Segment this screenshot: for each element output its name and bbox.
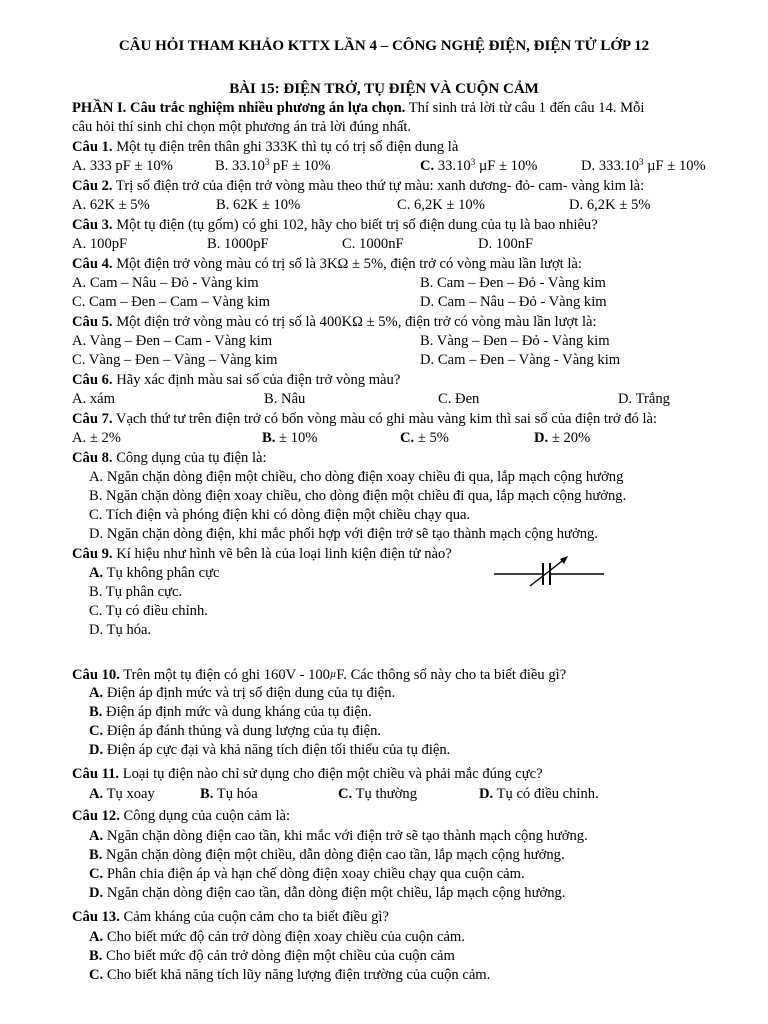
options-row	[72, 293, 732, 312]
question-1	[72, 138, 458, 157]
option-b: B. 62K ± 10%	[216, 197, 301, 213]
option-c: C. Phân chia điện áp và hạn chế dòng điện xoay chiều chạy qua cuộn cảm.	[89, 866, 525, 882]
question-5: Câu 5. Một điện trở vòng màu có trị số là 400KΩ ± 5%, điện trở có vòng màu lần lượt là:	[72, 314, 597, 330]
option-d: D. 6,2K ± 5%	[569, 197, 651, 213]
option-d: D. 100nF	[478, 236, 534, 252]
option-b: B. Tụ hóa	[200, 786, 258, 802]
options-row	[72, 235, 732, 254]
option-d: D. Trắng	[618, 391, 670, 407]
part-instruction	[72, 99, 644, 118]
option-b: B. Điện áp định mức và dung kháng của tụ điện.	[89, 704, 372, 720]
question-6: Câu 6. Hãy xác định màu sai số của điện trở vòng màu?	[72, 372, 401, 388]
part-label: PHẦN I. Câu trắc nghiệm nhiều phương án lựa chọn.	[72, 100, 406, 116]
option-b: B. Vàng – Đen – Đỏ - Vàng kim	[420, 333, 610, 349]
question-12: Câu 12. Công dụng của cuộn cảm là:	[72, 808, 291, 824]
option-d: D. Điện áp cực đại và khả năng tích điện tối thiểu của tụ điện.	[89, 742, 451, 758]
option-a: A. Tụ không phân cực	[89, 565, 220, 581]
option-c: C. Điện áp đánh thủng và dung lượng của tụ điện.	[89, 723, 382, 739]
option-c: C. Tụ thường	[338, 786, 418, 802]
question-10: Câu 10. Trên một tụ điện có ghi 160V - 100µF. Các thông số này cho ta biết điều gì?	[72, 667, 567, 683]
option-d: D. Cam – Đen – Vàng - Vàng kim	[420, 352, 621, 368]
document-title: CÂU HỎI THAM KHẢO KTTX LẦN 4 – CÔNG NGHỆ ĐIỆN, ĐIỆN TỬ LỚP 12	[118, 38, 650, 54]
question-7: Câu 7. Vạch thứ tư trên điện trở có bốn vòng màu có ghi màu vàng kim thì sai số của điện trở đó là:	[72, 411, 658, 427]
option-a: A. Cho biết mức độ cản trở dòng điện xoay chiều của cuộn cảm.	[89, 929, 465, 945]
option-b: B. 1000pF	[207, 236, 269, 252]
options-row	[72, 429, 732, 448]
option-b: B. Cho biết mức độ cản trở dòng điện một chiều của cuộn cảm	[89, 948, 455, 964]
option-c: C. 33.10$^3$ µF ± 10%	[420, 157, 538, 174]
option-d: D. Tụ có điều chỉnh.	[479, 786, 599, 802]
option-c: C. Đen	[438, 391, 480, 407]
part-instruction-text: Thí sinh trả lời từ câu 1 đến câu 14. Mỗi	[405, 100, 645, 116]
question-number: Câu 1.	[72, 139, 113, 155]
option-c: C. ± 5%	[400, 430, 449, 446]
option-c: C. Tích điện và phóng điện khi có dòng điện một chiều chạy qua.	[89, 507, 471, 523]
option-a: A. Tụ xoay	[89, 786, 155, 802]
option-b: B. Ngăn chặn dòng điện một chiều, dẫn dòng điện cao tần, lắp mạch cộng hưởng.	[89, 847, 565, 863]
micro-symbol: µ	[329, 668, 337, 680]
option-c: C. 6,2K ± 10%	[397, 197, 485, 213]
option-a: A. 100pF	[72, 236, 128, 252]
option-c: C. Tụ có điều chỉnh.	[89, 603, 208, 619]
option-a: A. Điện áp định mức và trị số điện dung của tụ điện.	[89, 685, 396, 701]
question-9: Câu 9. Kí hiệu như hình vẽ bên là của loại linh kiện điện tử nào?	[72, 546, 452, 562]
option-b: B. ± 10%	[262, 430, 318, 446]
option-a: A. Ngăn chặn dòng điện cao tần, khi mắc với điện trở sẽ tạo thành mạch cộng hưởng.	[89, 828, 588, 844]
option-d: D. 333.10$^3$ µF ± 10%	[581, 157, 706, 174]
question-4: Câu 4. Một điện trở vòng màu có trị số là 3KΩ ± 5%, điện trở có vòng màu lần lượt là:	[72, 256, 582, 272]
option-a: A. 333 pF ± 10%	[72, 158, 173, 174]
option-d: D. Tụ hóa.	[89, 622, 152, 638]
option-d: D. ± 20%	[534, 430, 591, 446]
option-b: B. Ngăn chặn dòng điện xoay chiều, cho dòng điện một chiều đi qua, lắp mạch cộng hưởng.	[89, 488, 627, 504]
question-2: Câu 2. Trị số điện trở của điện trở vòng màu theo thứ tự màu: xanh dương- đỏ- cam- vàng kim là:	[72, 178, 645, 194]
options-row	[72, 390, 732, 409]
variable-capacitor-symbol	[490, 554, 610, 590]
options-row	[72, 196, 732, 215]
option-d: D. Ngăn chặn dòng điện, khi mắc phối hợp với điện trở sẽ tạo thành mạch cộng hưởng.	[89, 526, 598, 542]
options-row	[72, 274, 732, 293]
option-b: B. Nâu	[264, 391, 306, 407]
option-d: D. Ngăn chặn dòng điện cao tần, dẫn dòng điện một chiều, lắp mạch cộng hưởng.	[89, 885, 566, 901]
option-b: B. Cam – Đen – Đỏ - Vàng kim	[420, 275, 606, 291]
option-c: C. 1000nF	[342, 236, 404, 252]
question-3: Câu 3. Một tụ điện (tụ gốm) có ghi 102, hãy cho biết trị số điện dung của tụ là bao nhiêu?	[72, 217, 598, 233]
option-a: A. Vàng – Đen – Cam - Vàng kim	[72, 333, 273, 349]
options-row	[89, 785, 749, 804]
option-c: C. Vàng – Đen – Vàng – Vàng kim	[72, 352, 278, 368]
option-b: B. 33.10$^3$ pF ± 10%	[215, 157, 331, 174]
option-a: A. xám	[72, 391, 115, 407]
question-13: Câu 13. Cảm kháng của cuộn cảm cho ta biết điều gì?	[72, 909, 389, 925]
option-b: B. Tụ phân cực.	[89, 584, 183, 600]
option-a: A. 62K ± 5%	[72, 197, 150, 213]
option-c: C. Cam – Đen – Cam – Vàng kim	[72, 294, 270, 310]
question-11: Câu 11. Loại tụ điện nào chỉ sử dụng cho điện một chiều và phải mắc đúng cực?	[72, 766, 543, 782]
options-row	[72, 351, 732, 370]
part-instruction-line-2: câu hỏi thí sinh chỉ chọn một phương án trả lời đúng nhất.	[72, 119, 412, 135]
question-8: Câu 8. Công dụng của tụ điện là:	[72, 450, 267, 466]
option-a: A. Ngăn chặn dòng điện một chiều, cho dòng điện xoay chiều đi qua, lắp mạch cộng hưởng	[89, 469, 624, 485]
option-a: A. Cam – Nâu – Đỏ - Vàng kim	[72, 275, 259, 291]
option-a: A. ± 2%	[72, 430, 121, 446]
question-text: Một tụ điện trên thân ghi 333K thì tụ có trị số điện dung là	[112, 139, 459, 155]
option-d: D. Cam – Nâu – Đỏ - Vàng kim	[420, 294, 607, 310]
options-row	[72, 332, 732, 351]
options-row	[72, 157, 732, 176]
lesson-title: BÀI 15: ĐIỆN TRỞ, TỤ ĐIỆN VÀ CUỘN CẢM	[229, 81, 539, 97]
option-c: C. Cho biết khả năng tích lũy năng lượng điện trường của cuộn cảm.	[89, 967, 491, 983]
